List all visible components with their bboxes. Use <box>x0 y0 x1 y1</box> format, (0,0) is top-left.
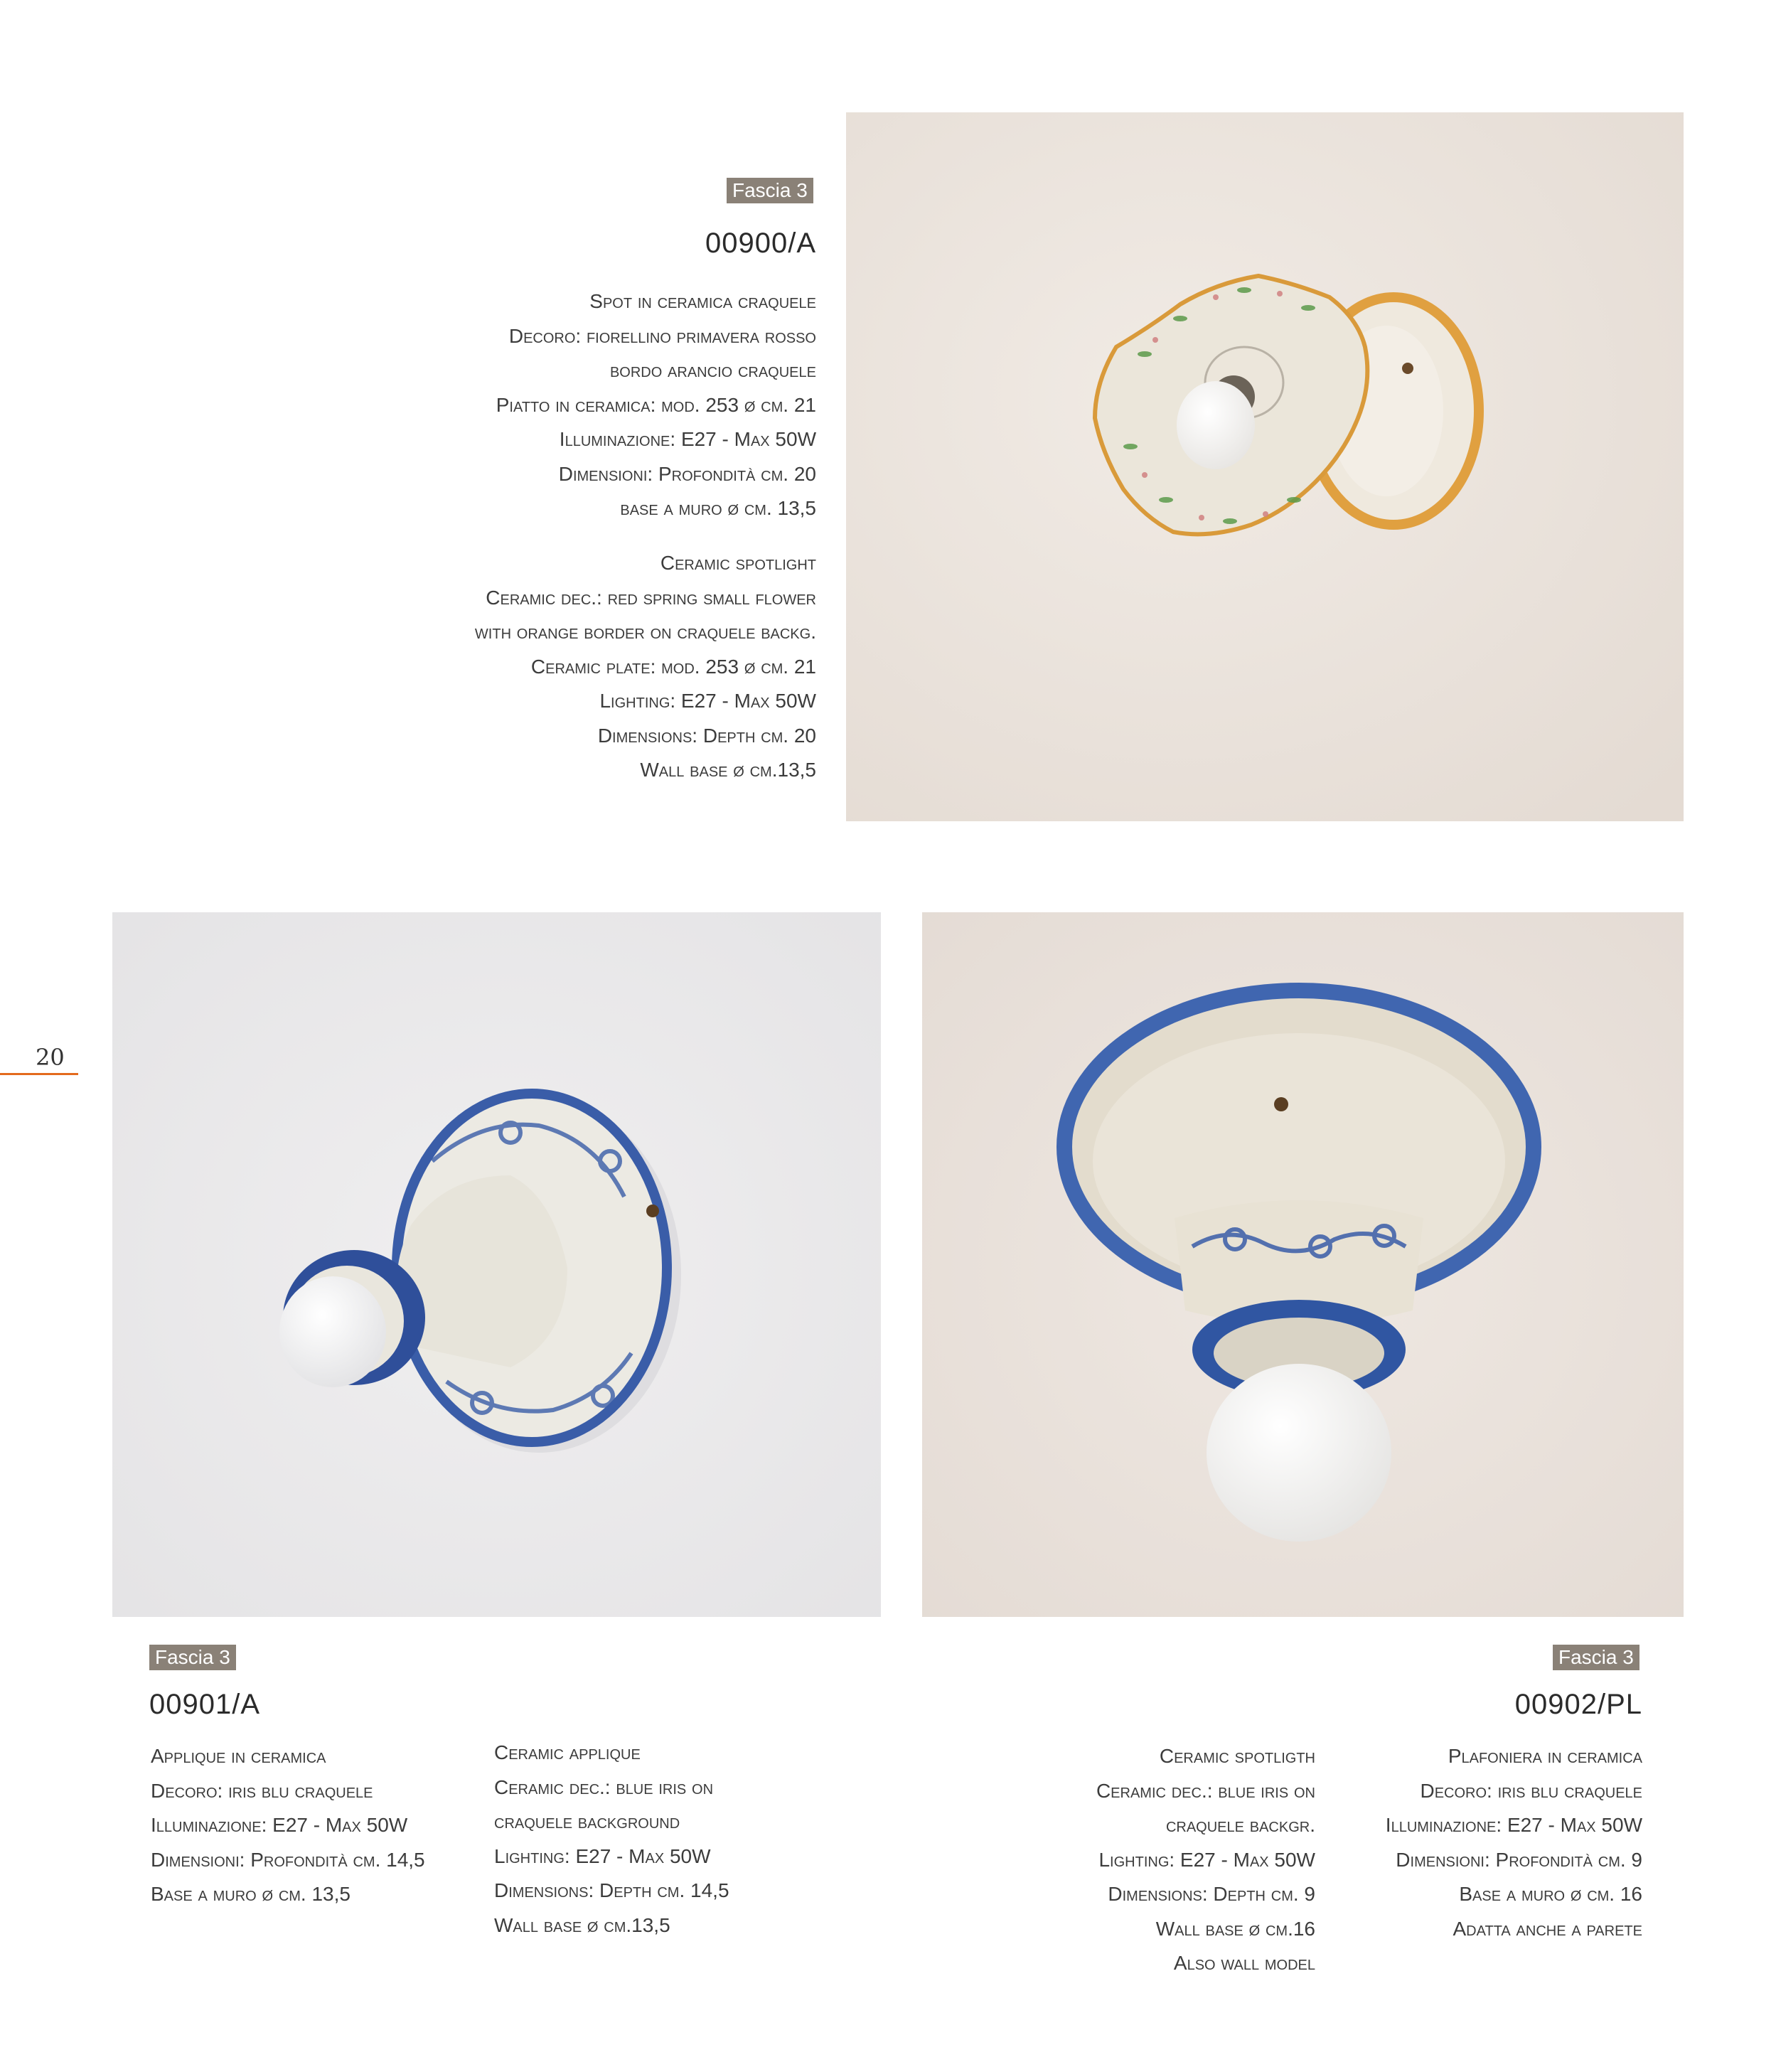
spec-line: Spot in ceramica craquele <box>589 290 816 312</box>
spec-line: Also wall model <box>1173 1952 1315 1974</box>
spec-line: Wall base ø cm.13,5 <box>640 759 816 781</box>
spec-line: Dimensions: Depth cm. 9 <box>1108 1883 1315 1905</box>
spec-line: Illuminazione: E27 - Max 50W <box>1385 1814 1642 1836</box>
spec-line: Lighting: E27 - Max 50W <box>599 690 816 712</box>
spec-line: Ceramic dec.: blue iris on <box>1096 1779 1315 1802</box>
italian-description <box>1386 1739 1642 1946</box>
spec-line: Ceramic applique <box>494 1741 641 1763</box>
spec-line: Wall base ø cm.16 <box>1155 1917 1315 1940</box>
spec-line: Dimensions: Depth cm. 14,5 <box>494 1879 729 1901</box>
page-number: 20 <box>36 1044 65 1071</box>
price-band-badge: Fascia 3 <box>149 1645 236 1670</box>
spec-line: Lighting: E27 - Max 50W <box>494 1844 711 1867</box>
product-photo-00901-a <box>112 912 881 1617</box>
spec-line: Adatta anche a parete <box>1453 1917 1642 1940</box>
price-band-badge: Fascia 3 <box>727 178 813 203</box>
spec-line: Base a muro ø cm. 16 <box>1459 1883 1642 1905</box>
spec-line: craquele background <box>494 1810 680 1832</box>
spec-line: Decoro: iris blu craquele <box>151 1779 373 1802</box>
spec-line: Ceramic dec.: blue iris on <box>494 1775 714 1798</box>
spec-line: Ceramic spotlight <box>660 552 816 574</box>
product-photo-00902-pl <box>922 912 1684 1617</box>
spec-line: Ceramic dec.: red spring small flower <box>486 586 816 609</box>
spec-line: Ceramic plate: mod. 253 ø cm. 21 <box>530 655 816 678</box>
spec-line: Wall base ø cm.13,5 <box>494 1913 670 1936</box>
product-code: 00901/A <box>149 1689 261 1720</box>
spec-line: craquele backgr. <box>1165 1814 1315 1836</box>
page-number-rule <box>0 1073 78 1075</box>
spec-line: with orange border on craquele backg. <box>474 621 816 643</box>
spec-line: Lighting: E27 - Max 50W <box>1098 1848 1315 1871</box>
spec-line: Applique in ceramica <box>151 1745 326 1767</box>
product-code: 00900/A <box>705 228 816 259</box>
spec-line: Illuminazione: E27 - Max 50W <box>151 1814 408 1836</box>
spec-line: base a muro ø cm. 13,5 <box>620 497 816 519</box>
spec-line: Decoro: fiorellino primavera rosso <box>508 324 816 347</box>
spec-line: Base a muro ø cm. 13,5 <box>151 1883 351 1905</box>
english-description <box>494 1736 729 1943</box>
spec-line: Piatto in ceramica: mod. 253 ø cm. 21 <box>496 393 816 416</box>
spec-line: Decoro: iris blu craquele <box>1420 1779 1642 1802</box>
english-description <box>475 546 816 788</box>
spec-line: Plafoniera in ceramica <box>1448 1745 1642 1767</box>
spec-line: Dimensioni: Profondità cm. 9 <box>1396 1848 1642 1871</box>
english-description <box>1096 1739 1315 1981</box>
spec-line: Illuminazione: E27 - Max 50W <box>559 428 816 450</box>
price-band-badge: Fascia 3 <box>1553 1645 1639 1670</box>
spec-line: bordo arancio craquele <box>609 359 816 381</box>
spec-line: Dimensions: Depth cm. 20 <box>597 724 816 747</box>
italian-description <box>151 1739 425 1912</box>
product-photo-00900-a <box>846 112 1684 821</box>
spec-line: Ceramic spotligth <box>1159 1745 1315 1767</box>
italian-description <box>496 284 816 526</box>
product-code: 00902/PL <box>1514 1689 1642 1720</box>
spec-line: Dimensioni: Profondità cm. 20 <box>558 462 816 485</box>
spec-line: Dimensioni: Profondità cm. 14,5 <box>151 1848 425 1871</box>
